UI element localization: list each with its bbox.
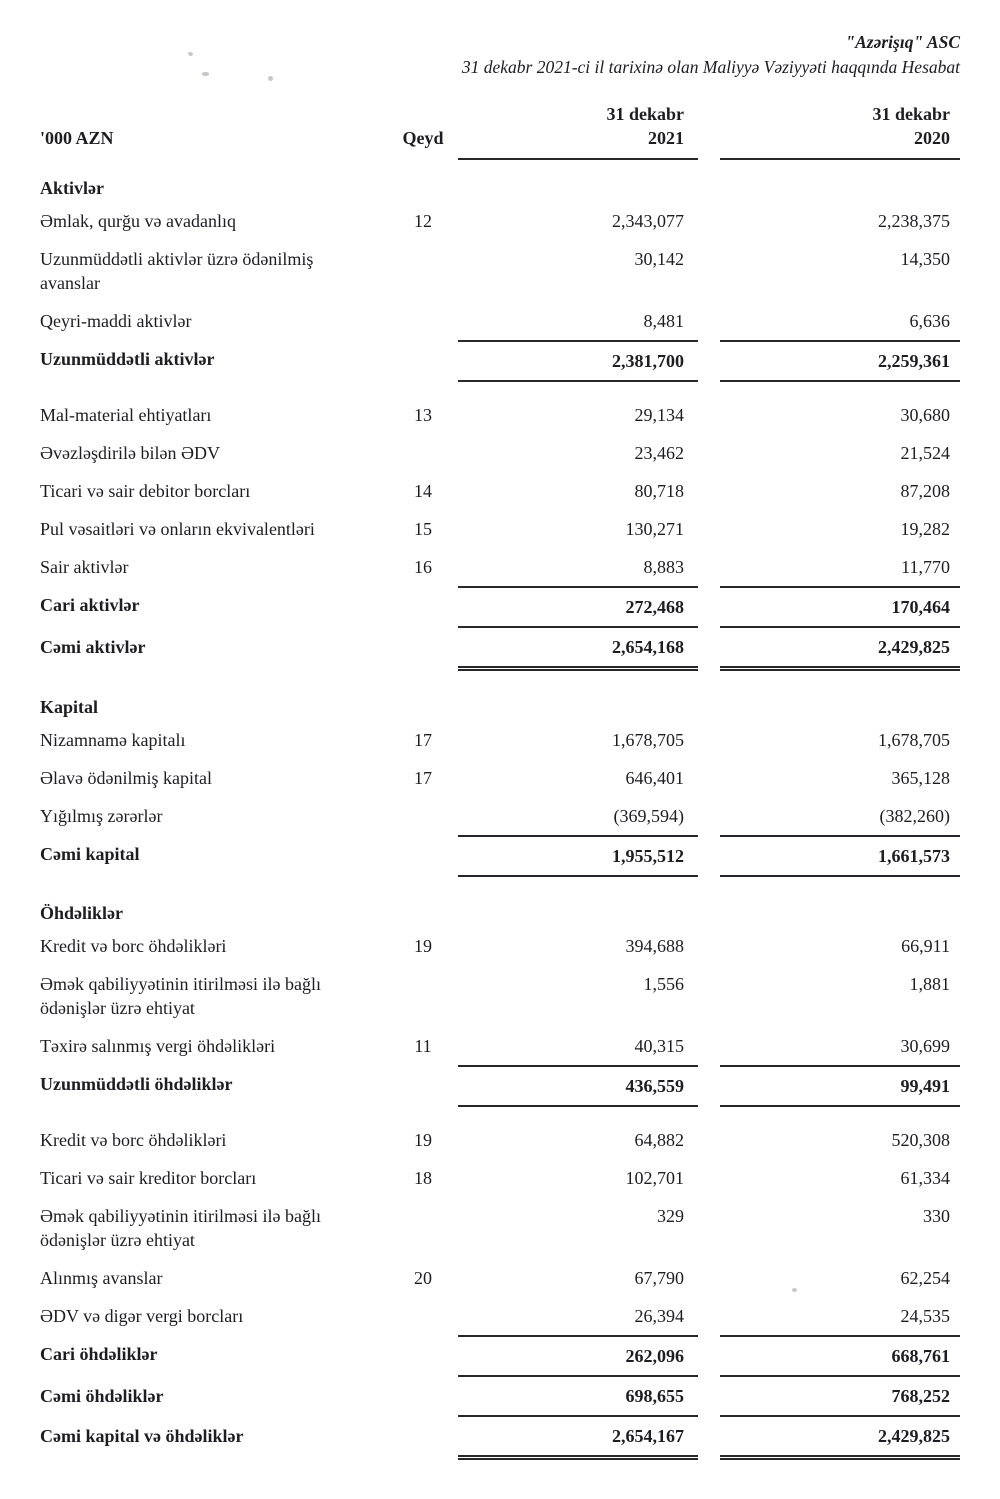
item-row <box>40 721 960 759</box>
item-row <box>40 1027 960 1065</box>
total-row <box>40 1065 960 1107</box>
row-value-2020: 21,524 <box>900 443 950 463</box>
row-value-2021: 262,096 <box>458 1335 698 1377</box>
total-row <box>40 1417 960 1460</box>
row-value-2021: 2,654,167 <box>458 1417 698 1460</box>
scan-artifact <box>792 1288 797 1292</box>
row-label: ƏDV və digər vergi borcları <box>40 1306 244 1326</box>
column-header-2020-month: 31 dekabr <box>872 104 950 124</box>
total-row <box>40 628 960 671</box>
row-value-2021: 2,343,077 <box>612 211 684 231</box>
row-note: 17 <box>414 730 432 750</box>
row-label: Əvəzləşdirilə bilən ƏDV <box>40 443 220 463</box>
statement-rows <box>40 168 960 1460</box>
row-value-2020: 87,208 <box>900 481 950 501</box>
item-row <box>40 548 960 586</box>
company-name: "Azərişıq" ASC <box>845 32 960 52</box>
column-header-note: Qeyd <box>402 128 444 148</box>
row-value-2021: 67,790 <box>634 1268 684 1288</box>
scan-artifact <box>268 76 273 81</box>
document-header <box>40 30 960 80</box>
item-row <box>40 472 960 510</box>
row-label: Əmək qabiliyyətinin itirilməsi ilə bağlı ödənişlər üzrə ehtiyat <box>40 974 321 1018</box>
row-value-2021: 40,315 <box>634 1036 684 1056</box>
item-row <box>40 434 960 472</box>
row-value-2020: 30,699 <box>900 1036 950 1056</box>
row-note: 11 <box>414 1036 432 1056</box>
row-note: 12 <box>414 211 432 231</box>
row-value-2021: 64,882 <box>634 1130 684 1150</box>
row-note: 20 <box>414 1268 432 1288</box>
row-note <box>388 240 458 254</box>
row-label: Öhdəliklər <box>40 903 124 923</box>
row-note <box>388 586 458 600</box>
row-note <box>388 965 458 979</box>
row-value-2020: 330 <box>923 1206 950 1226</box>
row-label: Cari aktivlər <box>40 595 140 615</box>
row-note: 19 <box>414 1130 432 1150</box>
row-value-2021: 30,142 <box>634 249 684 269</box>
row-note: 17 <box>414 768 432 788</box>
row-value-2021: 1,556 <box>643 974 684 994</box>
row-value-2020: (382,260) <box>879 806 950 826</box>
row-note: 19 <box>414 936 432 956</box>
row-note <box>388 1065 458 1079</box>
row-value-2020: 14,350 <box>900 249 950 269</box>
row-note <box>388 628 458 642</box>
row-label: Cəmi kapital <box>40 844 140 864</box>
item-row <box>40 240 960 302</box>
row-label: Alınmış avanslar <box>40 1268 163 1288</box>
item-row <box>40 1197 960 1259</box>
item-row <box>40 759 960 797</box>
table-header <box>40 102 960 160</box>
row-value-2021: (369,594) <box>613 806 684 826</box>
column-header-2020-year: 2020 <box>914 128 950 148</box>
row-value-2021: 646,401 <box>625 768 684 788</box>
row-note <box>388 797 458 811</box>
scan-artifact <box>202 72 209 76</box>
row-value-2020: 1,881 <box>909 974 950 994</box>
total-row <box>40 586 960 628</box>
row-note <box>388 302 458 316</box>
row-value-2021: 329 <box>657 1206 684 1226</box>
row-label: Uzunmüddətli aktivlər üzrə ödənilmiş avanslar <box>40 249 314 293</box>
row-value-2021: 23,462 <box>634 443 684 463</box>
row-value-2021: 26,394 <box>634 1306 684 1326</box>
row-note <box>388 1297 458 1311</box>
row-note <box>388 1417 458 1431</box>
row-note <box>388 1377 458 1391</box>
section-header-row <box>40 687 960 721</box>
row-value-2020: 11,770 <box>901 557 950 577</box>
row-label: Qeyri-maddi aktivlər <box>40 311 192 331</box>
row-label: Aktivlər <box>40 178 104 198</box>
row-value-2021: 102,701 <box>625 1168 684 1188</box>
row-note <box>388 835 458 849</box>
row-note <box>388 1197 458 1211</box>
row-value-2021: 1,955,512 <box>458 835 698 877</box>
section-header-row <box>40 168 960 202</box>
row-value-2020: 2,238,375 <box>878 211 950 231</box>
row-value-2020: 365,128 <box>891 768 950 788</box>
row-value-2020: 768,252 <box>720 1377 960 1417</box>
row-value-2020: 24,535 <box>900 1306 950 1326</box>
row-value-2020: 62,254 <box>900 1268 950 1288</box>
item-row <box>40 202 960 240</box>
row-note <box>388 340 458 354</box>
row-label: Kredit və borc öhdəlikləri <box>40 936 227 956</box>
row-label: Cari öhdəliklər <box>40 1344 158 1364</box>
row-value-2021: 1,678,705 <box>612 730 684 750</box>
row-label: Əmək qabiliyyətinin itirilməsi ilə bağlı ödənişlər üzrə ehtiyat <box>40 1206 321 1250</box>
row-label: Təxirə salınmış vergi öhdəlikləri <box>40 1036 276 1056</box>
row-note: 15 <box>414 519 432 539</box>
total-row <box>40 340 960 382</box>
column-header-2020 <box>720 102 960 160</box>
row-value-2021: 130,271 <box>625 519 684 539</box>
row-value-2020: 6,636 <box>909 311 950 331</box>
row-label: Sair aktivlər <box>40 557 129 577</box>
row-label: Mal-material ehtiyatları <box>40 405 212 425</box>
row-value-2020: 2,429,825 <box>720 1417 960 1460</box>
row-value-2020: 1,678,705 <box>878 730 950 750</box>
item-row <box>40 797 960 835</box>
row-label: Cəmi aktivlər <box>40 637 146 657</box>
item-row <box>40 1259 960 1297</box>
row-note <box>388 434 458 448</box>
item-row <box>40 927 960 965</box>
row-note: 16 <box>414 557 432 577</box>
row-note: 13 <box>414 405 432 425</box>
row-value-2020: 170,464 <box>720 586 960 628</box>
row-label: Cəmi öhdəliklər <box>40 1386 164 1406</box>
row-value-2020: 1,661,573 <box>720 835 960 877</box>
column-header-2021 <box>458 102 698 160</box>
item-row <box>40 965 960 1027</box>
row-value-2021: 8,481 <box>643 311 684 331</box>
row-value-2021: 29,134 <box>634 405 684 425</box>
row-value-2021: 698,655 <box>458 1377 698 1417</box>
row-label: Uzunmüddətli aktivlər <box>40 349 215 369</box>
column-header-2021-year: 2021 <box>648 128 684 148</box>
row-value-2020: 66,911 <box>901 936 950 956</box>
row-value-2020: 99,491 <box>720 1065 960 1107</box>
row-value-2021: 272,468 <box>458 586 698 628</box>
column-header-2021-month: 31 dekabr <box>606 104 684 124</box>
section-header-row <box>40 893 960 927</box>
row-label: Əlavə ödənilmiş kapital <box>40 768 212 788</box>
row-label: Nizamnamə kapitalı <box>40 730 186 750</box>
item-row <box>40 396 960 434</box>
row-value-2021: 2,381,700 <box>458 340 698 382</box>
item-row <box>40 302 960 340</box>
row-value-2020: 30,680 <box>900 405 950 425</box>
item-row <box>40 1297 960 1335</box>
total-row <box>40 1377 960 1417</box>
total-row <box>40 1335 960 1377</box>
row-label: Əmlak, qurğu və avadanlıq <box>40 211 236 231</box>
row-value-2020: 520,308 <box>891 1130 950 1150</box>
row-label: Pul vəsaitləri və onların ekvivalentləri <box>40 519 315 539</box>
row-value-2021: 8,883 <box>643 557 684 577</box>
row-label: Uzunmüddətli öhdəliklər <box>40 1074 233 1094</box>
column-header-unit: '000 AZN <box>40 128 114 148</box>
total-row <box>40 835 960 877</box>
row-label: Cəmi kapital və öhdəliklər <box>40 1426 244 1446</box>
row-value-2021: 2,654,168 <box>458 628 698 671</box>
row-note <box>388 1335 458 1349</box>
row-value-2020: 2,429,825 <box>720 628 960 671</box>
row-value-2020: 61,334 <box>900 1168 950 1188</box>
row-value-2021: 80,718 <box>634 481 684 501</box>
item-row <box>40 1159 960 1197</box>
item-row <box>40 1121 960 1159</box>
row-label: Ticari və sair debitor borcları <box>40 481 251 501</box>
row-value-2021: 436,559 <box>458 1065 698 1107</box>
row-value-2021: 394,688 <box>625 936 684 956</box>
row-value-2020: 2,259,361 <box>720 340 960 382</box>
report-title: 31 dekabr 2021-ci il tarixinə olan Maliyyə Vəziyyəti haqqında Hesabat <box>461 57 960 77</box>
row-label: Yığılmış zərərlər <box>40 806 163 826</box>
row-label: Ticari və sair kreditor borcları <box>40 1168 257 1188</box>
row-note: 14 <box>414 481 432 501</box>
row-label: Kapital <box>40 697 99 717</box>
row-value-2020: 19,282 <box>900 519 950 539</box>
row-label: Kredit və borc öhdəlikləri <box>40 1130 227 1150</box>
row-note: 18 <box>414 1168 432 1188</box>
item-row <box>40 510 960 548</box>
row-value-2020: 668,761 <box>720 1335 960 1377</box>
